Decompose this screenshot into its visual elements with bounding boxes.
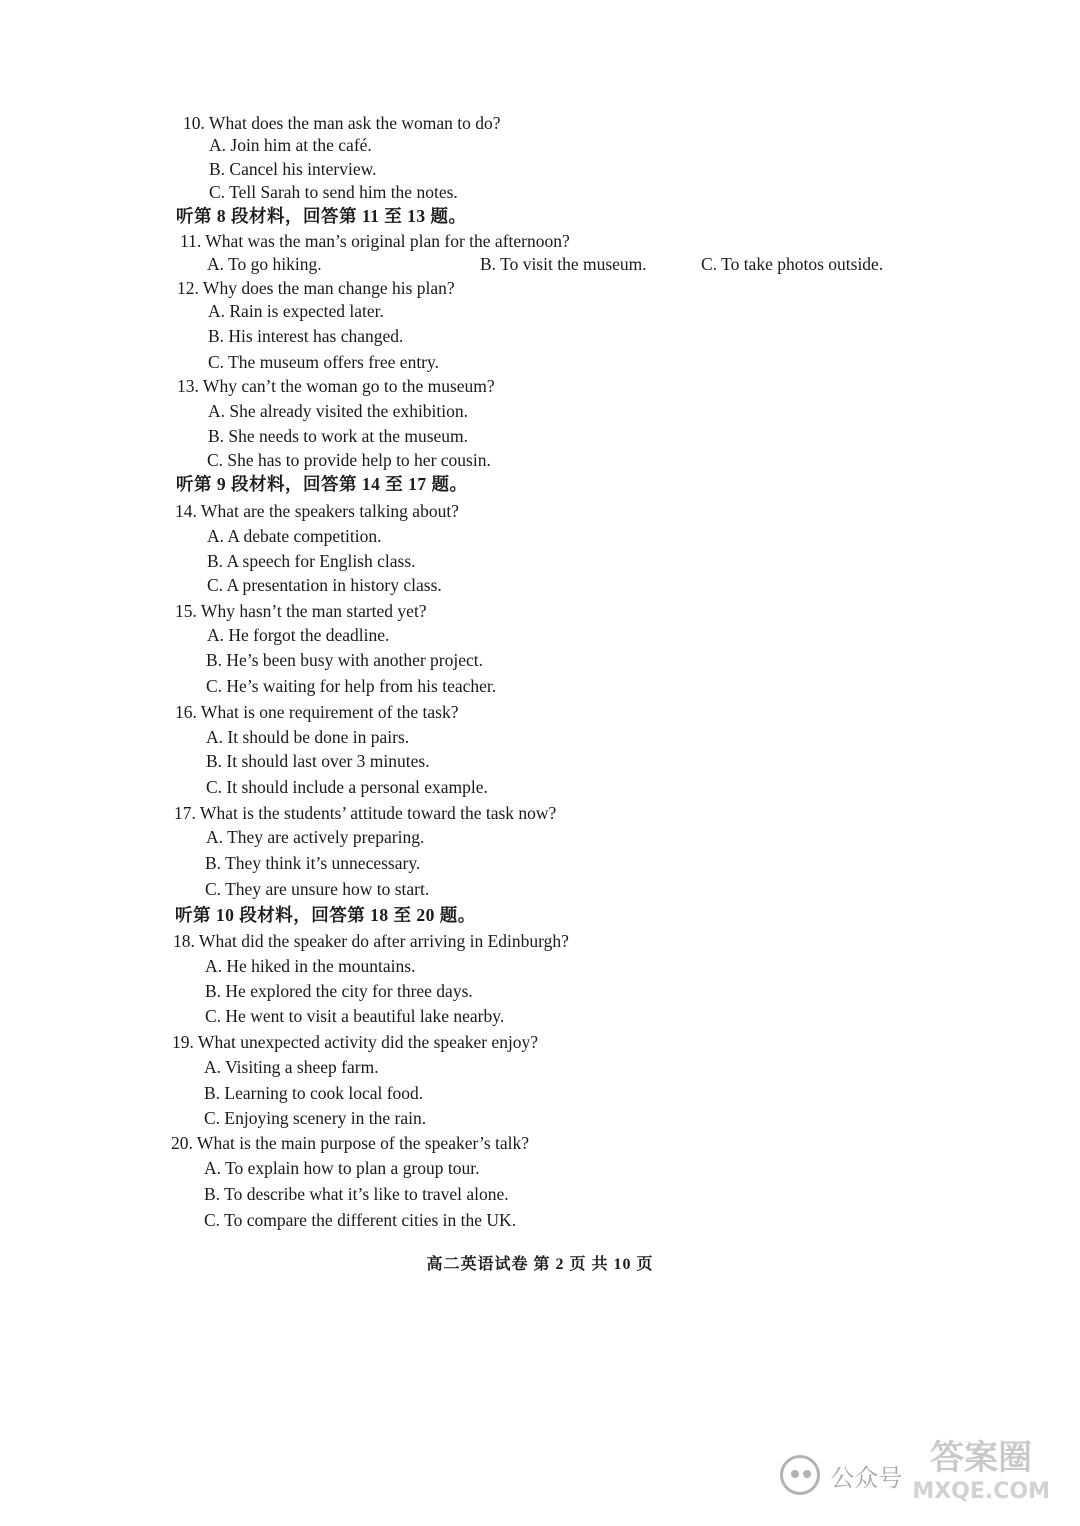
question-stem: 15. Why hasn’t the man started yet? [175,601,427,621]
page-footer [0,1251,1080,1274]
section-heading: 听第 8 段材料，回答第 11 至 13 题。 [176,206,467,226]
question-stem: 17. What is the students’ attitude toward the task now? [174,803,557,823]
section-heading: 听第 10 段材料，回答第 18 至 20 题。 [175,905,476,925]
answer-option: A. He forgot the deadline. [207,625,390,645]
answer-option: C. The museum offers free entry. [208,352,439,372]
answer-option: C. Enjoying scenery in the rain. [204,1108,427,1128]
footer-text: 高二英语试卷 第 2 页 共 10 页 [426,1256,654,1273]
section-heading: 听第 9 段材料，回答第 14 至 17 题。 [176,474,468,494]
answer-option: A. It should be done in pairs. [206,727,410,747]
answer-option: C. She has to provide help to her cousin. [207,450,491,470]
question-stem: 19. What unexpected activity did the speaker enjoy? [172,1032,539,1052]
wechat-icon [780,1455,820,1495]
question-stem: 13. Why can’t the woman go to the museum? [177,376,495,396]
watermark [780,1440,1050,1510]
question-stem: 14. What are the speakers talking about? [175,501,459,521]
answer-option: A. A debate competition. [207,526,382,546]
answer-option: B. His interest has changed. [208,326,404,346]
question-stem: 16. What is one requirement of the task? [175,702,459,722]
answer-option: B. He explored the city for three days. [205,981,473,1001]
answer-option: C. He went to visit a beautiful lake nearby. [205,1006,505,1026]
answer-option: A. She already visited the exhibition. [208,401,469,421]
answer-option: A. They are actively preparing. [206,827,425,847]
answer-option: B. He’s been busy with another project. [206,650,484,670]
answer-option: C. Tell Sarah to send him the notes. [209,182,458,202]
question-stem: 12. Why does the man change his plan? [177,278,455,298]
answer-option: A. Rain is expected later. [208,301,384,321]
question-stem: 20. What is the main purpose of the speaker’s talk? [171,1133,530,1153]
answer-option: B. Cancel his interview. [209,159,377,179]
answer-option: A. To go hiking. [207,254,322,274]
watermark-stamp-text: 答案圈 [930,1438,1033,1478]
answer-option: B. To describe what it’s like to travel alone. [204,1184,509,1204]
answer-option: C. It should include a personal example. [206,777,488,797]
answer-option: B. It should last over 3 minutes. [206,751,430,771]
watermark-account-label: 公众号 [830,1463,903,1492]
answer-option: B. To visit the museum. [480,254,647,274]
answer-option: B. A speech for English class. [207,551,416,571]
question-stem: 18. What did the speaker do after arriving in Edinburgh? [173,931,569,951]
answer-option: C. He’s waiting for help from his teacher. [206,676,497,696]
answer-option: A. To explain how to plan a group tour. [204,1158,480,1178]
question-stem: 10. What does the man ask the woman to do? [183,113,501,133]
answer-option: A. He hiked in the mountains. [205,956,416,976]
answer-option: B. Learning to cook local food. [204,1083,424,1103]
answer-option: C. A presentation in history class. [207,575,442,595]
answer-option: A. Join him at the café. [209,135,372,155]
answer-option: C. To take photos outside. [701,254,884,274]
answer-option: B. They think it’s unnecessary. [205,853,421,873]
answer-option: A. Visiting a sheep farm. [204,1057,379,1077]
watermark-stamp [912,1438,1050,1509]
answer-option: C. They are unsure how to start. [205,879,430,899]
answer-option: C. To compare the different cities in the UK. [204,1210,517,1230]
question-stem: 11. What was the man’s original plan for the afternoon? [180,231,570,251]
watermark-stamp-sub: MXQE.COM [912,1479,1050,1504]
answer-option: B. She needs to work at the museum. [208,426,469,446]
